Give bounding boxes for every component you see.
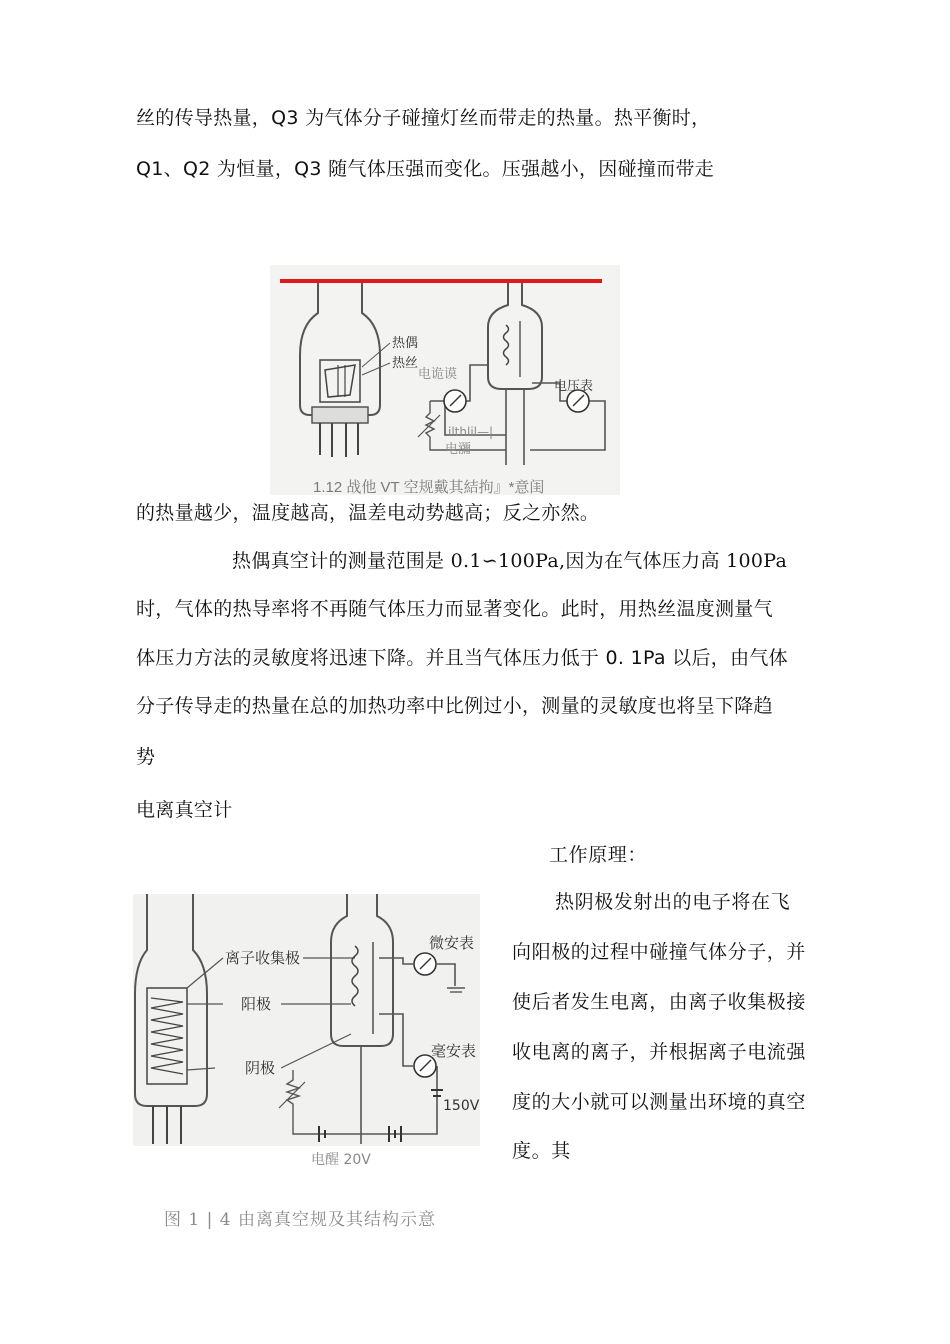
principle-line3: 使后者发生电离，由离子收集极接 [512,991,807,1013]
label-collector: 离子收集极 [225,949,301,967]
label-source-20v: 电醒 20V [311,1152,371,1166]
tube-base [312,407,368,423]
label-cathode: 阴极 [245,1059,276,1077]
principle-line4: 收电离的离子，并根据离子电流强 [512,1041,807,1063]
paragraph1-line1: 丝的传导热量，Q3 为气体分子碰撞灯丝而带走的热量。热平衡时， [136,107,711,129]
paragraph2-line2: 时，气体的热导率将不再随气体压力而显著变化。此时，用热丝温度测量气 [136,598,773,620]
principle-line6: 度。其 [512,1140,571,1162]
ionization-gauge-figure [133,894,480,1166]
principle-line5: 度的大小就可以测量出环境的真空 [512,1091,807,1113]
label-milliammeter: 毫安表 [431,1042,477,1060]
label-anode: 阳极 [241,995,272,1013]
paragraph2-line1: 热偶真空计的测量范围是 0.1∽100Pa,因为在气体压力高 100Pa [232,550,788,572]
paragraph2-line4: 分子传导走的热量在总的加热功率中比例过小，测量的灵敏度也将呈下降趋 [136,695,773,717]
label-microammeter: 微安表 [429,934,475,952]
principle-title: 工作原理： [549,844,648,866]
figure1-caption: 1.12 战他 VT 空规戴其結拘』*意闺 [313,479,545,496]
principle-line1: 热阴极发射出的电子将在飞 [555,891,791,913]
paragraph2-line3: 体压力方法的灵敏度将迅速下降。并且当气体压力低于 0. 1Pa 以后，由气体 [136,647,788,669]
label-source: 电瀰 [445,442,472,457]
label-ammeter: 电诡谟 [418,367,458,382]
label-voltmeter: 电压表 [554,379,594,394]
label-voltage: 150V [443,1098,480,1114]
paragraph1-line2: Q1、Q2 为恒量，Q3 随气体压强而变化。压强越小，因碰撞而带走 [136,158,715,180]
label-battery: ilthlil—| [448,425,494,439]
paragraph2-line5: 势 [136,746,156,768]
figure2-background [133,894,480,1146]
figure2-caption: 图 1 | 4 由离真空规及其结构示意 [164,1210,436,1230]
ionization-gauge-diagram [133,894,480,1166]
thermocouple-gauge-figure [270,265,620,495]
label-thermocouple: 热偶 [392,336,419,351]
section-heading: 电离真空计 [136,799,233,821]
thermocouple-gauge-diagram [270,265,620,495]
paragraph1-line3: 的热量越少，温度越高，温差电动势越高；反之亦然。 [136,502,600,524]
principle-line2: 向阳极的过程中碰撞气体分子，并 [512,941,807,963]
label-filament: 热丝 [392,356,419,371]
